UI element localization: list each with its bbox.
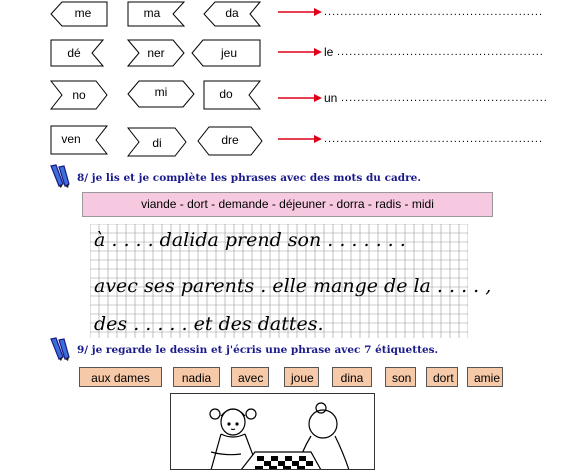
word-label[interactable]: joue <box>284 367 319 387</box>
word-label[interactable]: nadia <box>173 367 220 387</box>
word-label[interactable]: avec <box>231 367 269 387</box>
arrow-right-icon <box>278 134 322 144</box>
answer-line[interactable]: ................................................... <box>337 46 544 58</box>
script-line-2: avec ses parents . elle mange de la . . . . , <box>94 275 492 297</box>
arrow-right-icon <box>278 7 322 17</box>
arrow-right-icon <box>278 93 322 103</box>
pencils-icon <box>48 337 74 361</box>
script-line-3: des . . . . . et des dattes. <box>94 313 324 335</box>
answer-line[interactable]: ...................................................... <box>324 133 544 145</box>
answer-prefix: le <box>324 45 334 59</box>
script-line-1: à . . . . dalida prend son . . . . . . . <box>94 229 406 251</box>
syllable-tile[interactable]: ven <box>50 125 108 155</box>
syllable-tile[interactable]: jeu <box>191 39 261 67</box>
syllable-tile[interactable]: do <box>203 80 261 110</box>
syllable-tile[interactable]: dé <box>50 39 104 67</box>
syllable-tile[interactable]: me <box>50 1 108 27</box>
pencils-icon <box>48 164 74 188</box>
answer-line[interactable]: ................................................... <box>341 92 548 104</box>
word-label[interactable]: dina <box>332 367 372 387</box>
syllable-tile[interactable]: ner <box>127 39 185 67</box>
exercise-9-title: 9/ je regarde le dessin et j'écris une phrase avec 7 étiquettes. <box>77 344 439 356</box>
word-box: viande - dort - demande - déjeuner - dorra - radis - midi <box>82 192 493 217</box>
syllable-tile[interactable]: mi <box>127 80 195 108</box>
word-label[interactable]: son <box>385 367 416 387</box>
illustration-girls-playing-checkers <box>170 393 375 470</box>
word-label[interactable]: amie <box>467 367 503 387</box>
arrow-right-icon <box>278 47 322 57</box>
answer-line[interactable]: ...................................................... <box>324 6 544 18</box>
syllable-tile[interactable]: di <box>127 127 187 157</box>
syllable-tile[interactable]: dre <box>197 126 263 156</box>
syllable-tile[interactable]: ma <box>127 1 185 27</box>
word-label[interactable]: aux dames <box>79 367 162 387</box>
answer-prefix: un <box>324 91 338 105</box>
word-label[interactable]: dort <box>426 367 458 387</box>
syllable-tile[interactable]: no <box>50 80 108 110</box>
syllable-tile[interactable]: da <box>203 1 261 27</box>
exercise-8-title: 8/ je lis et je complète les phrases avec des mots du cadre. <box>77 172 421 184</box>
